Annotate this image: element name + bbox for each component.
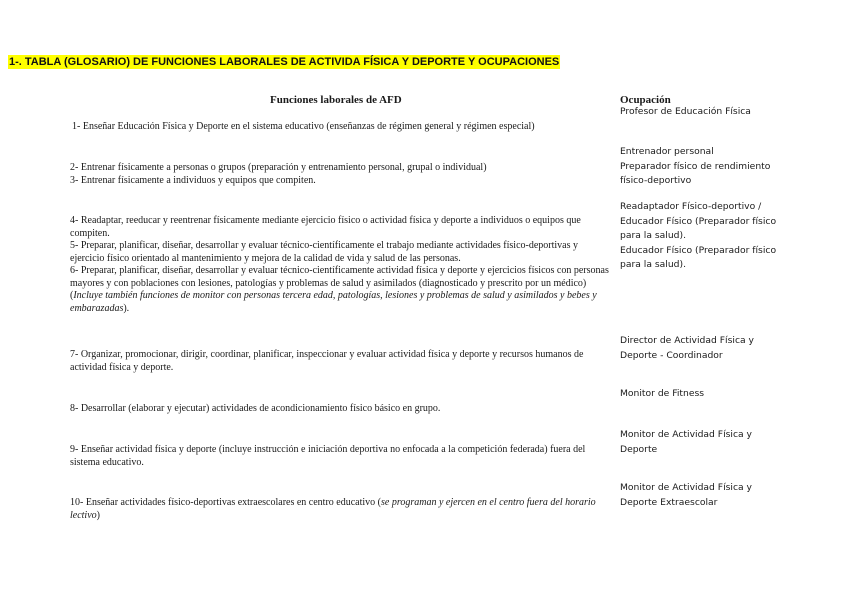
occupation-item: Educador Físico (Preparador físico para la salud). <box>620 244 777 270</box>
occupation-cell-3 <box>620 200 790 273</box>
occupation-cell-5 <box>620 387 790 402</box>
function-item: 9- Enseñar actividad física y deporte (incluye instrucción e iniciación deportiva no enfocada a la competición federada) fuera del sistema educativo. <box>70 444 586 468</box>
document-title: 1-. TABLA (GLOSARIO) DE FUNCIONES LABORALES DE ACTIVIDA FÍSICA Y DEPORTE Y OCUPACIONES <box>9 56 560 68</box>
functions-cell-4 <box>70 349 610 374</box>
function-item: 10- Enseñar actividades físico-deportivas extraescolares en centro educativo (se programan y ejercen en el centro fuera del horario lectivo) <box>70 497 596 521</box>
functions-cell-7 <box>70 497 610 522</box>
functions-column-header: Funciones laborales de AFD <box>270 94 402 106</box>
function-item: 2- Entrenar físicamente a personas o grupos (preparación y entrenamiento personal, grupal o individual) <box>70 162 487 173</box>
occupation-column-header: Ocupación <box>620 94 671 106</box>
occupation-item: Monitor de Actividad Física y Deporte Extraescolar <box>620 482 752 508</box>
occupation-item: Profesor de Educación Física <box>620 106 751 117</box>
italic-note: se programan y ejercen en el centro fuera del horario lectivo <box>70 497 596 521</box>
occupation-item: Readaptador Físico-deportivo / Educador Físico (Preparador físico para la salud). <box>620 201 777 241</box>
occupation-cell-7 <box>620 481 790 510</box>
function-item: 4- Readaptar, reeducar y reentrenar físicamente mediante ejercicio físico o actividad física y deporte a individuos o equipos que compiten. <box>70 215 581 239</box>
occupation-cell-1 <box>620 105 790 120</box>
function-item: 8- Desarrollar (elaborar y ejecutar) actividades de acondicionamiento físico básico en grupo. <box>70 403 441 414</box>
function-item: 5- Preparar, planificar, diseñar, desarrollar y evaluar técnico-científicamente el trabajo mediante actividades físico-deportivas y ejercicio físico orientado al mantenimiento y mejora de la calidad de vida y salud de las personas. <box>70 240 579 264</box>
function-item: 3- Entrenar físicamente a individuos y equipos que compiten. <box>70 174 316 186</box>
function-item: 1- Enseñar Educación Física y Deporte en el sistema educativo (enseñanzas de régimen general y régimen especial) <box>72 121 535 132</box>
occupation-cell-2 <box>620 145 790 189</box>
occupation-cell-4 <box>620 334 790 363</box>
occupation-item: Monitor de Fitness <box>620 388 705 399</box>
occupation-item: Entrenador personal <box>620 146 714 157</box>
occupation-item: Director de Actividad Física y Deporte - Coordinador <box>620 335 754 361</box>
functions-cell-2 <box>70 162 610 187</box>
functions-cell-5 <box>70 403 610 416</box>
occupation-item: Preparador físico de rendimiento físico-deportivo <box>620 160 771 186</box>
functions-cell-6 <box>70 444 610 469</box>
function-item: 6- Preparar, planificar, diseñar, desarrollar y evaluar técnico-científicamente actividad física y deporte y ejercicios físicos con personas mayores y con poblaciones con lesiones, patologías y problemas de salud y asimilados (diagnosticado y prescrito por un médico) (Incluye también funciones de monitor con personas tercera edad, patologías, lesiones y problemas de salud y asimilados y bebes y embarazadas). <box>70 265 609 314</box>
functions-cell-3 <box>70 215 610 315</box>
function-item: 7- Organizar, promocionar, dirigir, coordinar, planificar, inspeccionar y evaluar actividad física y deporte y recursos humanos de actividad física y deporte. <box>70 349 584 373</box>
occupation-cell-6 <box>620 428 790 457</box>
italic-note: Incluye también funciones de monitor con personas tercera edad, patologías, lesiones y problemas de salud y asimilados y bebes y embarazadas <box>70 290 597 314</box>
functions-cell-1 <box>72 121 612 134</box>
occupation-item: Monitor de Actividad Física y Deporte <box>620 429 752 455</box>
